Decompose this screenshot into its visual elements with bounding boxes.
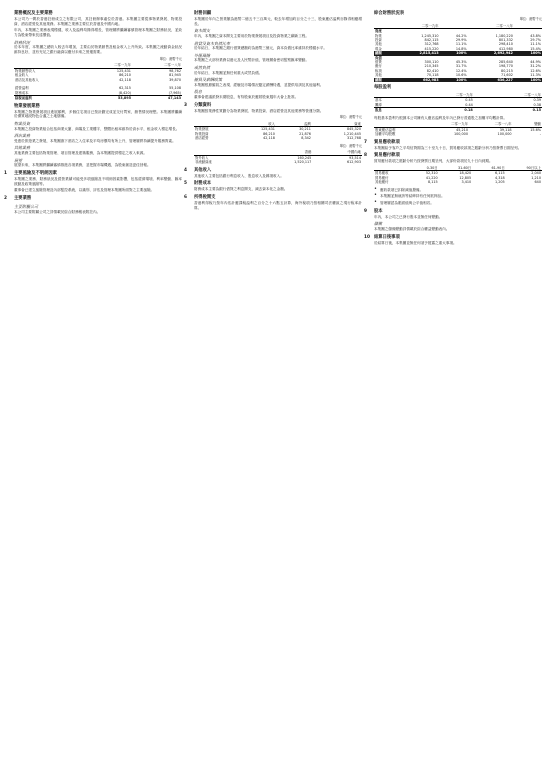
- column-1: [4, 8, 182, 760]
- geographic-table: 香港 中國內地 對外收入 160,245 93,514 非流動資產 1,520,117 612,903: [195, 150, 361, 165]
- paragraph: 香港利得稅乃按年內估計應課稅溢利之百分之十六點五計算，海外稅項乃按相關司法權區之現行稅率計算。: [194, 200, 362, 210]
- paragraph: 年內，本公司之已發行股本並無任何變動。: [374, 214, 443, 219]
- table-row: 物業發展 125,431 30,211 845,320: [195, 127, 361, 132]
- profit-table: 二零一九年 二零一八年 變動 股東應佔溢利 45,210 39,118 15.6% 加權平均股數 100,000 100,000 -: [375, 122, 541, 137]
- section-heading: 業務概況及主要業務: [14, 11, 53, 16]
- table-row: 租金收入 86,210 81,945: [15, 73, 181, 78]
- table-row: 除稅前溢利 53,895 47,143: [15, 96, 181, 101]
- paragraph: 本集團之大部份業務以港元及人民幣計值，管理層會密切監察匯率變動。: [194, 58, 309, 63]
- paragraph: 於年結日，本集團並無任何重大或然負債。: [194, 70, 263, 75]
- paragraph: 本集團根據僱員之表現、經驗及市場情況釐定薪酬待遇，並提供培訓及其他福利。: [194, 82, 324, 87]
- table-unit: 單位：港幣千元: [159, 56, 182, 61]
- table-unit: 單位：港幣千元: [339, 115, 362, 120]
- bullet-item: • 管理層認為賬面值與公平值相若。: [374, 201, 542, 206]
- table-row: 貿易應收 52,310 18,420 6,115 2,040: [375, 171, 541, 176]
- paragraph: 本集團之物業發展項目進展順利，多個住宅項目已按計劃完成並交付買家，銷售情況理想。本集團將繼續於優質地段物色合適之土地儲備。: [14, 109, 182, 119]
- table-unit: 單位：港幣千元: [339, 143, 362, 148]
- table-row: 股息 0.18 0.15: [375, 108, 541, 113]
- table-row: 稅項 82,410 12.4% 80,215 12.6%: [375, 68, 541, 73]
- sub-heading: 或然負債: [194, 65, 210, 71]
- paragraph: 其他業務主要包括物業管理、項目管理及建築服務，為本集團提供穩定之收入來源。: [14, 150, 147, 155]
- financial-table: 二零一九年 二零一八年 物業銷售收入 125,431 98,762 租金收入 86,210 81,945 酒店及其他收入 42,118 39,870 經營溢利 62,315 55,108 財務成本 (8,420) (7,965) 除稅前溢利 53,895 47,143: [15, 63, 181, 101]
- paragraph: 本集團於年內之營業額為港幣二億五千三百萬元，較去年增加約百分之十三，股東應佔溢利亦錄得相應增長。: [194, 17, 362, 26]
- sub-heading: 資本開支: [194, 28, 210, 34]
- paragraph: 本集團之業務、財務狀況及經營業績可能受多項風險及不明朗因素影響，包括經濟環境、利率變動、匯率波動及政策風險等。: [14, 176, 182, 186]
- sub-heading: 物業投資: [14, 121, 30, 127]
- paragraph: 本公司乃一間於香港註冊成立之有限公司，其註冊辦事處位於香港。本集團主要從事物業發展、物業投資、酒店經營及其他業務。本集團之業務主要位於香港及中國內地。: [14, 17, 182, 26]
- sub-heading: 其他業務: [14, 145, 30, 151]
- table-total-row: 總額 662,983 100% 636,227 100%: [375, 77, 541, 82]
- bullet-item: • 本集團並無就該等結餘持有任何抵押品。: [374, 194, 542, 199]
- table-row: 應付 210,345 31.7% 198,770 31.2%: [375, 64, 541, 69]
- balance-sheet-table: 二零一九年 二零一八年 資產 物業 1,245,310 44.2% 1,180,220 43.8% 投資 842,115 29.9% 801,332 29.7% 其他 312,768 11.1% 298,410 11.1% 現金 415,220 14.8% 412,980 15.4% 總額 2,815,413 100% 2,692,942 100% 負債 借貸 300,110 45.3% 285,640 44.9% 應付 210,345 31.7% 198,770 31.2% 稅項 82,410 12.4% 80,215 12.6% 其他 70,118 10.6% 71,602 11.3% 總額 662,983 100% 636,227 100%: [375, 23, 541, 82]
- paragraph: 受惠於旅遊業之發展，本集團旗下酒店之入住率及平均房價均有所上升，管理層將持續提升服務質素。: [14, 138, 176, 143]
- aging-table: 0-30日 31-60日 61-90日 90日以上 貿易應收 52,310 18,420 6,115 2,040 貿易應付 41,220 12,805 4,318 1,210 其他應付 8,115 3,410 1,205 640: [375, 165, 541, 185]
- section-heading: 綜合財務狀況表: [374, 11, 405, 16]
- paragraph: 本集團之投資物業組合包括商業大廈、商場及工業樓宇，整體出租率維持於高水平，租金收入穩定增長。: [14, 126, 180, 131]
- table-row: 股東應佔溢利 45,210 39,118 15.6%: [375, 127, 541, 132]
- sub-heading: 股息: [194, 89, 202, 95]
- paragraph: 本公司主要附屬公司之詳情載於綜合財務報表附註內。: [14, 209, 101, 214]
- table-row: 非流動資產 1,520,117 612,903: [195, 160, 361, 165]
- segment-table: 收入 溢利 資產 物業發展 125,431 30,211 845,320 物業投資 86,210 21,876 1,210,445 酒店經營 42,118 8,342 312,768: [195, 122, 361, 141]
- table-row: 物業銷售收入 125,431 98,762: [15, 68, 181, 73]
- section-heading: 3 分類資料: [184, 102, 212, 108]
- paragraph: 每股基本盈利乃根據本公司擁有人應佔溢利及年內已發行普通股之加權平均數計算。: [374, 115, 507, 120]
- paragraph: 年內，本集團之業務表現穩健，收入及溢利均錄得增長，管理層將繼續審慎管理本集團之財務狀況，並致力為股東帶來長遠價值。: [14, 28, 182, 38]
- table-row: 基本 0.45 0.39: [375, 98, 541, 103]
- paragraph: 展望未來，本集團將繼續審慎推進各項業務，並把握市場機遇，為股東創造更佳回報。: [14, 163, 151, 168]
- paragraph: 本集團按業務性質劃分為物業發展、物業投資、酒店經營及其他業務等營運分類。: [194, 108, 324, 113]
- section-heading: 8 貿易應付款項: [364, 153, 400, 159]
- section-heading: 4 其他收入: [184, 167, 212, 173]
- sub-heading: 主要附屬公司: [14, 204, 38, 209]
- section-heading: 6 所得稅開支: [184, 194, 216, 200]
- table-row: 對外收入 160,245 93,514: [195, 155, 361, 160]
- sub-heading: 僱員及薪酬政策: [194, 77, 222, 83]
- sub-heading: 財務狀況: [14, 39, 30, 45]
- paragraph: 貿易應付款項之賬齡分析乃按發票日期呈列，大部份款項於九十日內到期。: [374, 159, 493, 164]
- table-row: 物業投資 86,210 21,876 1,210,445: [195, 131, 361, 136]
- section-heading: 每股盈利: [374, 84, 392, 90]
- table-row: 加權平均股數 100,000 100,000 -: [375, 132, 541, 137]
- table-row: 借貸 300,110 45.3% 285,640 44.9%: [375, 59, 541, 64]
- sub-heading: 儲備: [374, 221, 382, 227]
- section-heading: 物業發展業務: [14, 103, 40, 109]
- sub-heading: 外匯風險: [194, 52, 210, 58]
- section-heading: 9 股本: [364, 208, 383, 214]
- paragraph: 於年結日，本集團之銀行借貸總額約為港幣三億元，資本負債比率維持於穩健水平。: [194, 46, 327, 51]
- table-row: 攤薄 0.44 0.38: [375, 102, 541, 107]
- paragraph: 本集團給予客戶之平均信貸期為三十至九十日，貿易應收款項之賬齡分析乃按發票日期呈列。: [374, 145, 522, 150]
- section-heading: 10 結算日後事項: [364, 234, 400, 240]
- sub-heading: 借貸及資本負債比率: [194, 40, 230, 46]
- table-unit: 單位：港幣千元: [519, 17, 542, 21]
- paragraph: 董事會建議派發末期股息，有待股東於應屆股東週年大會上批准。: [194, 94, 299, 99]
- table-row: 投資 842,115 29.9% 801,332 29.7%: [375, 37, 541, 42]
- table-row: 財務成本 (8,420) (7,965): [15, 90, 181, 95]
- column-3: [364, 8, 542, 760]
- table-row: 其他 70,118 10.6% 71,602 11.3%: [375, 73, 541, 78]
- table-row: 經營溢利 62,315 55,108: [15, 86, 181, 91]
- section-heading: 7 貿易應收款項: [364, 139, 400, 145]
- paragraph: 其他收入主要包括銀行利息收入、股息收入及雜項收入。: [194, 173, 284, 178]
- table-row: 其他 312,768 11.1% 298,410 11.1%: [375, 42, 541, 47]
- paragraph: 董事會已建立風險管理及內部監控系統，以識別、評估及管理本集團所面對之主要風險。: [14, 188, 155, 193]
- paragraph: 財務成本主要為銀行借貸之利息開支，減去資本化之金額。: [194, 187, 288, 192]
- section-heading: 5 財務成本: [184, 181, 212, 187]
- paragraph: 本集團之儲備變動詳情載於綜合權益變動表內。: [374, 226, 450, 231]
- sub-heading: 展望: [14, 157, 22, 163]
- table-row: 現金 415,220 14.8% 412,980 15.4%: [375, 46, 541, 51]
- table-total-row: 總額 2,815,413 100% 2,692,942 100%: [375, 51, 541, 56]
- table-row: 貿易應付 41,220 12,805 4,318 1,210: [375, 175, 541, 180]
- eps-table: 二零一九年 二零一八年 基本 0.45 0.39 攤薄 0.44 0.38 股息 0.18 0.15: [375, 92, 541, 113]
- bullet-item: • 應收款項已扣除減值撥備。: [374, 188, 542, 193]
- sub-heading: 酒店業務: [14, 133, 30, 139]
- section-heading: 1 主要風險及不明朗因素: [4, 170, 57, 176]
- section-heading: 2 主要業務: [4, 196, 32, 201]
- table-row: 其他應付 8,115 3,410 1,205 640: [375, 180, 541, 185]
- paragraph: 於本年度，本集團之總收入較去年增加，主要由於物業銷售及租金收入上升所致。本集團之流動資金狀況維持良好，並有充足之銀行融資以應付未來之營運需要。: [14, 45, 182, 55]
- table-row: 酒店經營 42,118 8,342 312,768: [195, 136, 361, 141]
- paragraph: 於結算日後，本集團並無任何須予披露之重大事項。: [374, 240, 457, 245]
- column-2: [184, 8, 362, 760]
- table-row: 酒店及其他收入 42,118 39,870: [15, 77, 181, 82]
- paragraph: 年內，本集團之資本開支主要用於物業發展項目及投資物業之翻新工程。: [194, 33, 309, 38]
- section-heading: 財務回顧: [194, 11, 212, 16]
- table-row: 物業 1,245,310 44.2% 1,180,220 43.8%: [375, 33, 541, 38]
